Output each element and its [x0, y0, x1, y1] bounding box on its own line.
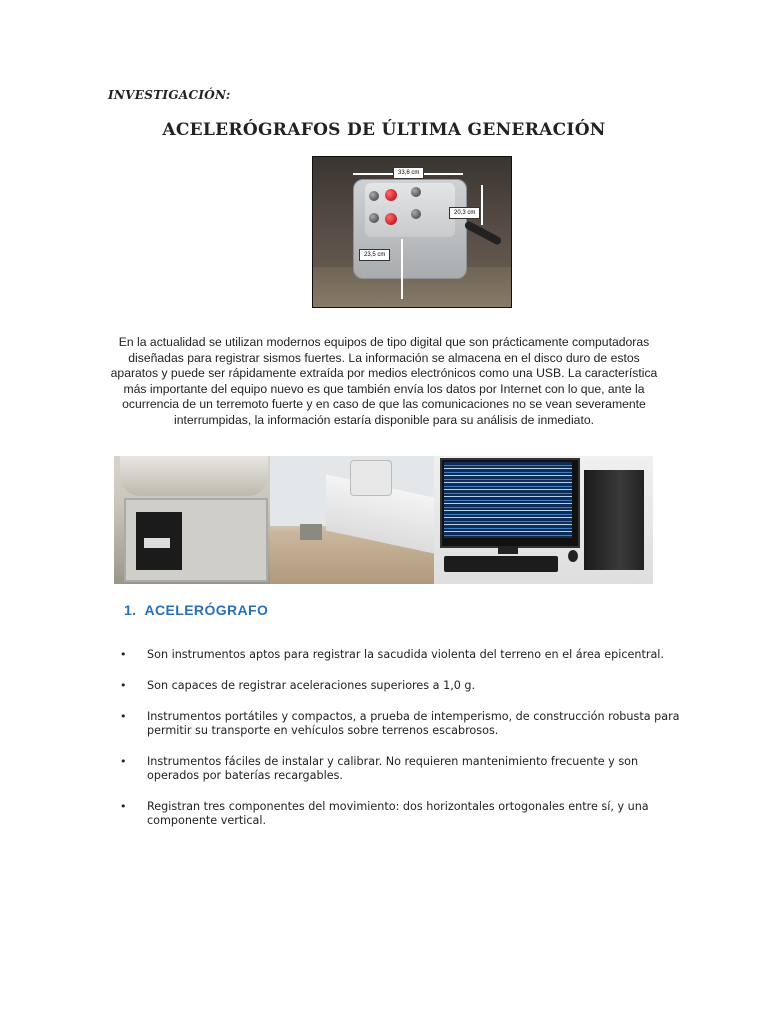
- connector: [369, 213, 379, 223]
- list-item: [120, 710, 680, 738]
- page-title: ACELERÓGRAFOS DE ÚLTIMA GENERACIÓN: [162, 120, 606, 140]
- list-item-text: Son capaces de registrar aceleraciones superiores a 1,0 g.: [147, 679, 476, 692]
- list-item-text: Registran tres componentes del movimiento: dos horizontales ortogonales entre sí, y una componente vertical.: [147, 800, 649, 827]
- connector: [411, 187, 421, 197]
- bullet-icon: •: [120, 648, 127, 661]
- list-item: [120, 755, 680, 783]
- bullet-icon: •: [120, 710, 127, 723]
- list-item-text: Instrumentos portátiles y compactos, a prueba de intemperismo, de construcción robusta para permitir su transporte en vehículos sobre terrenos escabrosos.: [147, 710, 680, 737]
- intro-paragraph: En la actualidad se utilizan modernos equipos de tipo digital que son prácticamente computadoras diseñadas para registrar sismos fuertes. La información se almacena en el disco duro de estos aparatos y puede ser rápidamente extraída por medios electrónicos como una USB. La característica más importante del equipo nuevo es que también envía los datos por Internet con lo que, ante la ocurrencia de un terremoto fuerte y en caso de que las comunicaciones no se vean severamente interrumpidas, la información estaría disponible para su análisis de inmediato.: [110, 335, 658, 427]
- device-lid: [120, 456, 268, 496]
- section-number: 1.: [124, 602, 137, 618]
- height-arrow: [401, 239, 403, 299]
- connector: [411, 209, 421, 219]
- section-heading: [124, 602, 268, 618]
- document-kicker: INVESTIGACIÓN:: [108, 88, 231, 102]
- red-knob: [385, 213, 397, 225]
- seismogram-screen: [444, 462, 572, 538]
- height-label: 23,5 cm: [359, 249, 390, 261]
- device-panel: [365, 183, 455, 237]
- red-knob: [385, 189, 397, 201]
- battery-label: [144, 538, 170, 548]
- station-room-photo: [270, 456, 434, 584]
- connector: [369, 191, 379, 201]
- accelerograph-photo: [312, 156, 512, 308]
- depth-arrow: [481, 185, 483, 225]
- list-item-text: Son instrumentos aptos para registrar la sacudida violenta del terreno en el área epicentral.: [147, 648, 664, 661]
- bullet-icon: •: [120, 755, 127, 768]
- photo-strip: [114, 456, 653, 584]
- list-item: [120, 648, 680, 662]
- instrument-box: [300, 524, 322, 540]
- list-item-text: Instrumentos fáciles de instalar y calibrar. No requieren mantenimiento frecuente y son operados por baterías recargables.: [147, 755, 639, 782]
- pc-tower: [584, 470, 644, 570]
- bullet-list: [120, 648, 680, 845]
- list-item: [120, 679, 680, 693]
- computer: [350, 460, 392, 496]
- open-accelerograph-photo: [114, 456, 270, 584]
- depth-label: 20,3 cm: [449, 207, 480, 219]
- mouse: [568, 550, 578, 562]
- bullet-icon: •: [120, 800, 127, 813]
- list-item: [120, 800, 680, 828]
- monitor-stand: [498, 546, 518, 554]
- keyboard: [444, 556, 558, 572]
- section-title: ACELERÓGRAFO: [144, 602, 269, 618]
- width-label: 33,6 cm: [393, 167, 424, 179]
- bullet-icon: •: [120, 679, 127, 692]
- workstation-photo: [434, 456, 653, 584]
